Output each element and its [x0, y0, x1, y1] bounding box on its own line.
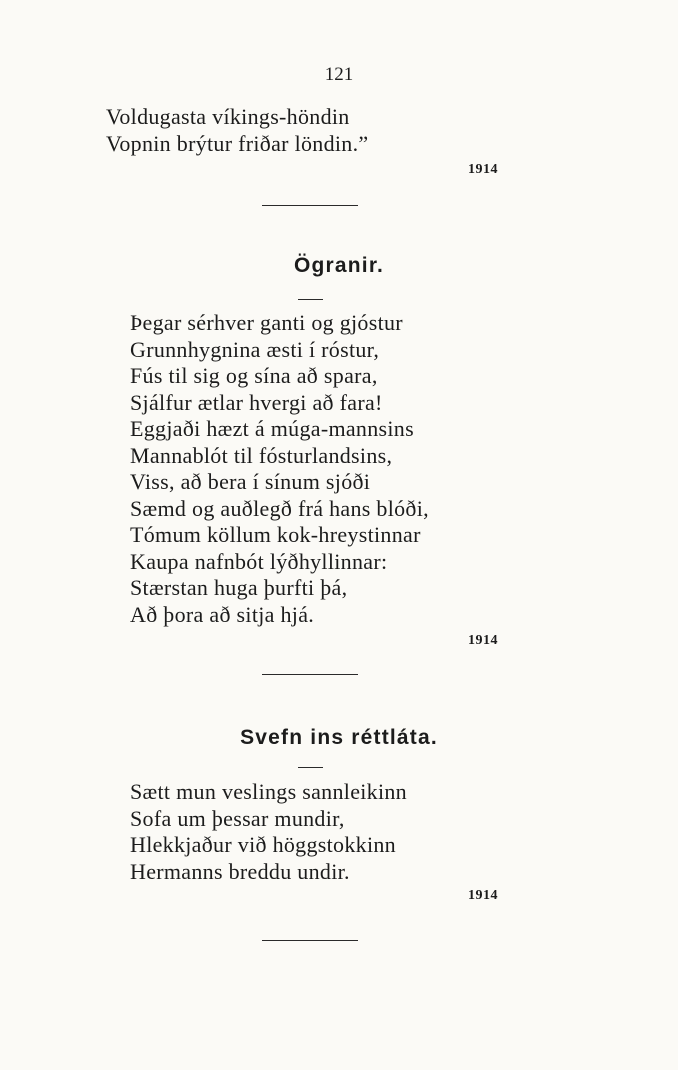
poem-line: Grunnhygnina æsti í róstur, — [130, 336, 380, 362]
poem-3-stanza — [130, 779, 407, 885]
poem-line: Sjálfur ætlar hvergi að fara! — [130, 389, 383, 415]
poem-line: Að þora að sitja hjá. — [130, 601, 315, 627]
poem-line: Hlekkjaður við höggstokkinn — [130, 832, 396, 857]
poem-line: Þegar sérhver ganti og gjóstur — [130, 310, 403, 335]
page-number: 121 — [324, 64, 354, 85]
poem-line: Sætt mun veslings sannleikinn — [130, 779, 407, 804]
poem-line: Viss, að bera í sínum sjóði — [130, 469, 371, 494]
poem-line: Tómum köllum kok-hreystinnar — [130, 522, 421, 547]
title-underline — [298, 299, 323, 300]
poem-1-year: 1914 — [468, 162, 498, 177]
poem-2-title: Ögranir. — [293, 254, 385, 277]
poem-1-stanza — [106, 104, 368, 157]
poem-line: Stærstan huga þurfti þá, — [130, 575, 348, 600]
title-underline — [298, 767, 323, 768]
poem-line: Kaupa nafnbót lýðhyllinnar: — [130, 548, 388, 574]
poem-line: Eggjaði hæzt á múga-mannsins — [130, 416, 414, 441]
section-divider — [262, 940, 358, 941]
poem-line: Mannablót til fósturlandsins, — [130, 442, 393, 468]
poem-3-year: 1914 — [468, 888, 498, 903]
section-divider — [262, 674, 358, 675]
poem-line: Sofa um þessar mundir, — [130, 805, 345, 831]
poem-2-stanza — [130, 310, 429, 628]
poem-2-year: 1914 — [468, 633, 498, 648]
poem-line: Fús til sig og sína að spara, — [130, 363, 378, 388]
poem-line: Vopnin brýtur friðar löndin.” — [106, 130, 369, 156]
section-divider — [262, 205, 358, 206]
poem-line: Voldugasta víkings-höndin — [106, 104, 350, 129]
poem-line: Hermanns breddu undir. — [130, 858, 350, 884]
poem-3-title: Svefn ins réttláta. — [240, 726, 438, 749]
poem-line: Sæmd og auðlegð frá hans blóði, — [130, 495, 429, 521]
